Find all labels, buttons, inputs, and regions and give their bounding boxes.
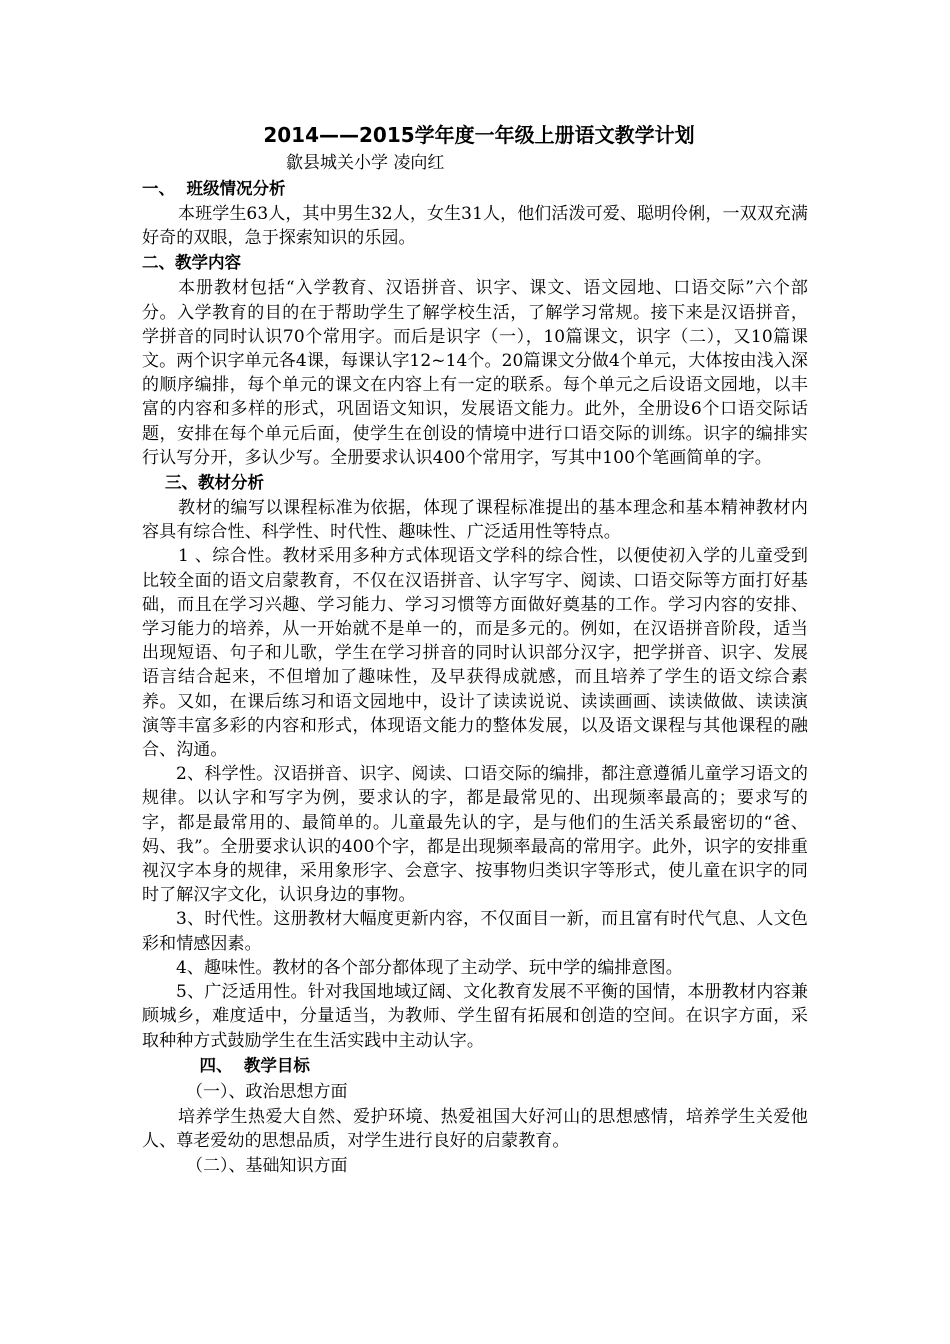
paragraph: 5、广泛适用性。针对我国地域辽阔、文化教育发展不平衡的国情，本册教材内容兼顾城乡，难度适中，分量适当，为教师、学生留有拓展和创造的空间。在识字方面，采取种种方式鼓励学生在生活实践中主动认字。 <box>142 982 808 1051</box>
paragraph: 4、趣味性。教材的各个部分都体现了主动学、玩中学的编排意图。 <box>176 957 683 978</box>
subheading: （一）、政治思想方面 <box>186 1081 348 1102</box>
subheading: （二）、基础知识方面 <box>186 1156 348 1177</box>
paragraph: 本册教材包括“入学教育、汉语拼音、识字、课文、语文园地、口语交际”六个部分。入学教育的目的在于帮助学生了解学校生活，了解学习常规。接下来是汉语拼音，学拼音的同时认识70个常用字。而后是识字（一），10篇课文，识字（二），又10篇课文。两个识字单元各4课，每课认字12~14个。20篇课文分做4个单元，大体按由浅入深的顺序编排，每个单元的课文在内容上有一定的联系。每个单元之后设语文园地，以丰富的内容和多样的形式，巩固语文知识，发展语文能力。此外，全册设6个口语交际话题，安排在每个单元后面，使学生在创设的情境中进行口语交际的训练。识字的编排实行认写分开，多认少写。全册要求认识400个常用字，写其中100个笔画简单的字。 <box>142 278 808 468</box>
document-author: 歙县城关小学 凌向红 <box>286 153 445 173</box>
paragraph: 培养学生热爱大自然、爱护环境、热爱祖国大好河山的思想感情，培养学生关爱他人、尊老爱幼的思想品质，对学生进行良好的启蒙教育。 <box>142 1106 808 1151</box>
paragraph: 本班学生63人，其中男生32人，女生31人，他们活泼可爱、聪明伶俐，一双双充满好奇的双眼，急于探索知识的乐园。 <box>142 204 808 249</box>
section-heading-4: 四、 教学目标 <box>142 1055 310 1075</box>
section-heading-1: 一、 班级情况分析 <box>142 179 286 198</box>
document-title: 2014——2015学年度一年级上册语文教学计划 <box>263 123 695 147</box>
document-body <box>142 120 808 1179</box>
paragraph: 教材的编写以课程标准为依据，体现了课程标准提出的基本理念和基本精神教材内容具有综合性、科学性、时代性、趣味性、广泛适用性等特点。 <box>142 498 808 543</box>
section-heading-2: 二、教学内容 <box>142 253 241 273</box>
paragraph: 2、科学性。汉语拼音、识字、阅读、口语交际的编排，都注意遵循儿童学习语文的规律。以认字和写字为例，要求认的字，都是最常见的、出现频率最高的；要求写的字，都是最常用的、最简单的。儿童最先认的字，是与他们的生活关系最密切的“爸、妈、我”。全册要求认识的400个字，都是出现频率最高的常用字。此外，识字的安排重视汉字本身的规律，采用象形字、会意字、按事物归类识字等形式，使儿童在识字的同时了解汉字文化，认识身边的事物。 <box>142 764 808 906</box>
section-heading-3: 三、教材分析 <box>142 473 264 493</box>
paragraph: 3、时代性。这册教材大幅度更新内容，不仅面目一新，而且富有时代气息、人文色彩和情感因素。 <box>142 909 808 954</box>
paragraph: 1 、综合性。教材采用多种方式体现语文学科的综合性，以便使初入学的儿童受到比较全面的语文启蒙教育，不仅在汉语拼音、认字写字、阅读、口语交际等方面打好基础，而且在学习兴趣、学习能力、学习习惯等方面做好奠基的工作。学习内容的安排、学习能力的培养，从一开始就不是单一的，而是多元的。例如，在汉语拼音阶段，适当出现短语、句子和儿歌，学生在学习拼音的同时认识部分汉字，把学拼音、识字、发展语言结合起来，不但增加了趣味性，及早获得成就感，而且培养了学生的语文综合素养。又如，在课后练习和语文园地中，设计了读读说说、读读画画、读读做做、读读演演等丰富多彩的内容和形式，体现语文能力的整体发展，以及语文课程与其他课程的融合、沟通。 <box>142 546 808 761</box>
